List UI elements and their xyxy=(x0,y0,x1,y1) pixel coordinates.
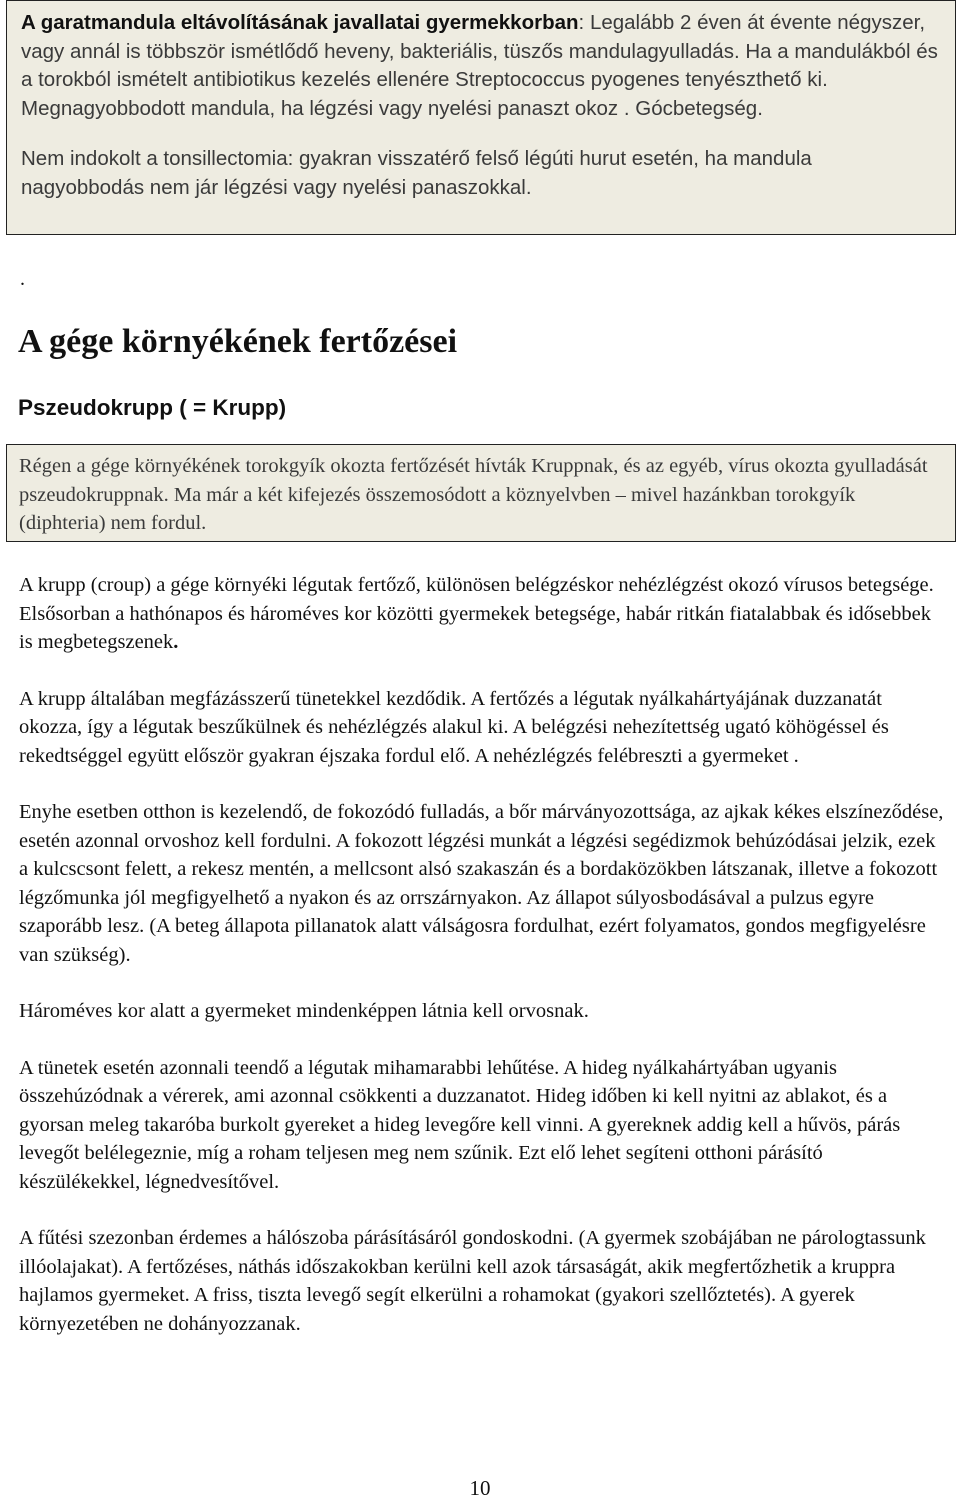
contraindication-note: Nem indokolt a tonsillectomia: gyakran visszatérő felső légúti hurut esetén, ha mandula nagyobbodás nem jár légzési vagy nyelési panaszokkal. xyxy=(21,147,812,199)
section-subheading: Pszeudokrupp ( = Krupp) xyxy=(18,395,287,420)
stray-dot: . xyxy=(20,268,25,290)
indications-text: : Legalább 2 éven át évente négyszer, vagy annál is többször ismétlődő heveny, bakteriális, tüszős mandulagyulladás. Ha a mandulákból és a torokból ismételt antibiotikus kezelés ellenére Streptococcus pyogenes tenyészthető ki. Megnagyobbodott mandula, ha légzési vagy nyelési panaszt okoz . Gócbetegség. xyxy=(21,11,938,120)
indications-title: A garatmandula eltávolításának javallatai gyermekkorban xyxy=(21,11,579,34)
indications-paragraph xyxy=(21,9,939,123)
paragraph-5: A tünetek esetén azonnali teendő a légutak mihamarabbi lehűtése. A hideg nyálkahártyában ugyanis összehúzódnak a vérerek, ami azonnal csökkenti a duzzanatot. Hideg időben ki kell nyitni az ablakot, és a gyorsan meleg takaróba burkolt gyereket a hideg levegőre kell vinni. A gyereknek addig kell a hűvös, párás levegőt belélegeznie, míg a roham teljesen meg nem szűnik. Ezt elő lehet segíteni otthoni párásító készülékekkel, légnedvesítővel. xyxy=(19,1056,901,1193)
indications-box xyxy=(6,0,956,235)
body-text xyxy=(19,571,944,1366)
history-box xyxy=(6,444,956,542)
paragraph-1: A krupp (croup) a gége környéki légutak fertőző, különösen belégzéskor nehézlégzést okozó vírusos betegsége. Elsősorban a hathónapos és hároméves kor közötti gyermekek betegsége, habár ritkán fiatalabbak és idősebbek is megbetegszenek. xyxy=(19,574,934,653)
paragraph-2: A krupp általában megfázásszerű tünetekkel kezdődik. A fertőzés a légutak nyálkahártyájának duzzanatát okozza, így a légutak beszűkülnek és nehézlégzés alakul ki. A belégzési nehezítettség ugató köhögéssel és rekedtséggel együtt először gyakran éjszaka fordul elő. A nehézlégzés felébreszti a gyermeket . xyxy=(19,687,889,767)
paragraph-3: Enyhe esetben otthon is kezelendő, de fokozódó fulladás, a bőr márványozottsága, az ajkak kékes elszíneződése, esetén azonnal orvoshoz kell fordulni. A fokozott légzési munkát a légzési segédizmok behúzódásai jelzik, ezek a kulcscsont felett, a rekesz mentén, a mellcsont alsó szakaszán és a bordaközökben látszanak, illetve a fokozott légzőmunka jól megfigyelhető a nyakon és az orrszárnyakon. Az állapot súlyosbodásával a pulzus egyre szaporább lesz. (A beteg állapota pillanatok alatt válságosra fordulhat, ezért folyamatos, gondos megfigyelésre van szükség). xyxy=(19,801,944,966)
section-heading: A gége környékének fertőzései xyxy=(18,323,458,360)
paragraph-4: Hároméves kor alatt a gyermeket mindenképpen látnia kell orvosnak. xyxy=(19,1000,589,1022)
history-text: Régen a gége környékének torokgyík okozta fertőzését hívták Kruppnak, és az egyéb, vírus okozta gyulladását pszeudokruppnak. Ma már a két kifejezés összemosódott a köznyelvben – mivel hazánkban torokgyík (diphteria) nem fordul. xyxy=(19,455,928,534)
page-number: 10 xyxy=(469,1476,491,1500)
paragraph-6: A fűtési szezonban érdemes a hálószoba párásításáról gondoskodni. (A gyermek szobájában ne párologtassunk illóolajakat). A fertőzéses, náthás időszakokban kerülni kell azok társaságát, akik megfertőzhetik a kruppra hajlamos gyermeket. A friss, tiszta levegő segít elkerülni a rohamokat (gyakori szellőztetés). A gyerek környezetében ne dohányozzanak. xyxy=(19,1227,926,1335)
